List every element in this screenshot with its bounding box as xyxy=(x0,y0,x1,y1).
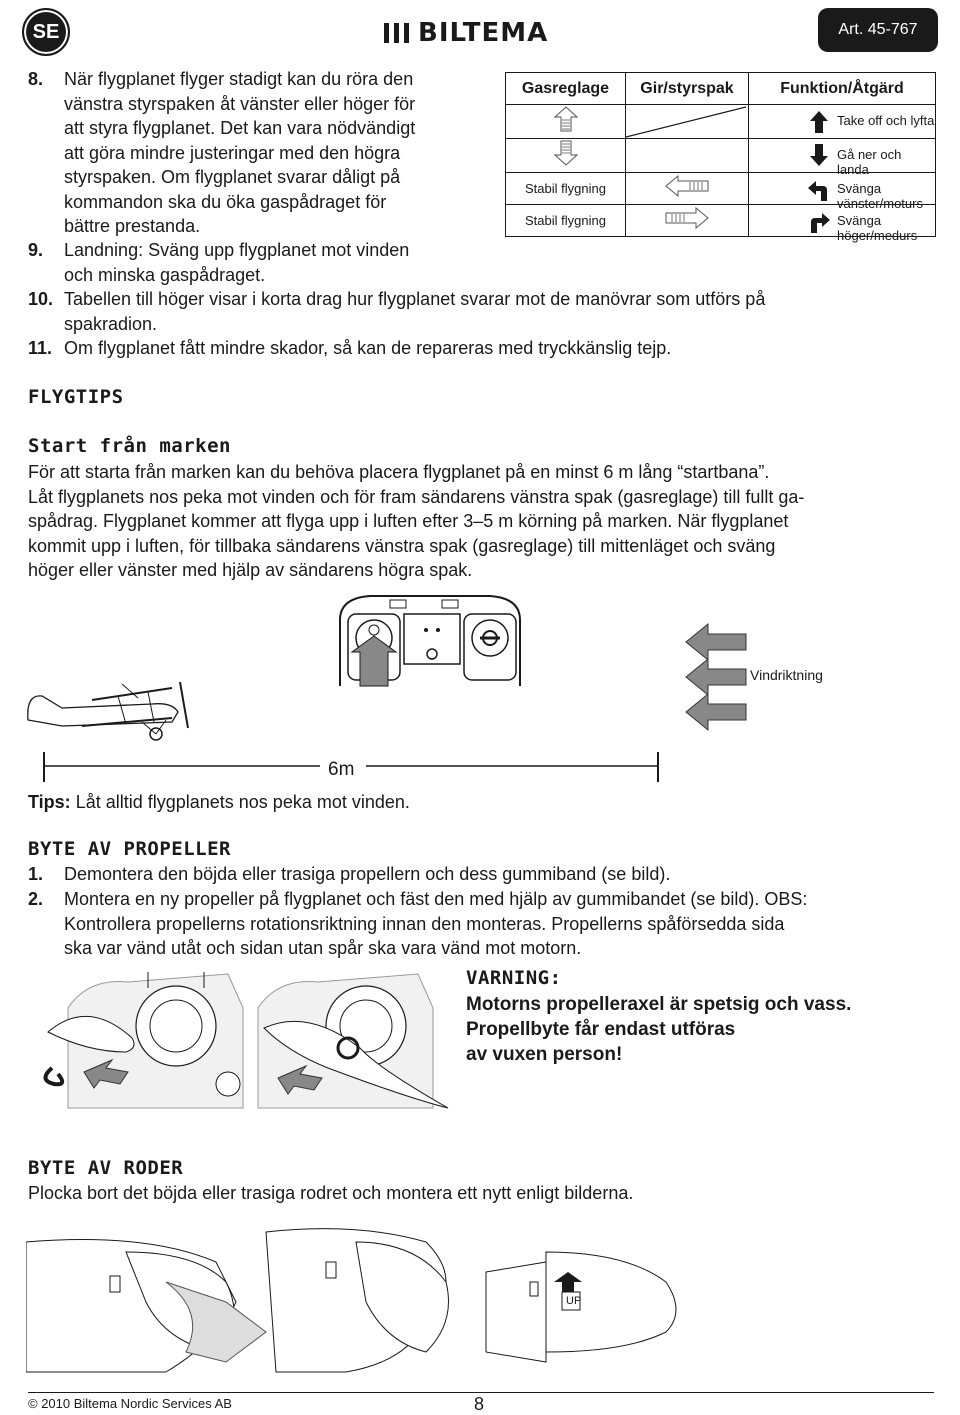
warning-line: av vuxen person! xyxy=(466,1044,623,1065)
step-text xyxy=(64,287,765,336)
checker-flag-icon xyxy=(384,23,412,43)
paragraph-line: spådrag. Flygplanet kommer att flyga upp i luften efter 3–5 m körning på marken. När flygplanet xyxy=(28,511,789,531)
propeller-illustration xyxy=(28,968,458,1120)
step-10 xyxy=(28,287,928,337)
article-number: Art. 45-767 xyxy=(838,21,918,38)
column-header: Gir/styrspak xyxy=(626,73,749,105)
step-line: Tabellen till höger visar i korta drag hur flygplanet svarar mot de manövrar som utförs på xyxy=(64,289,766,309)
tips-line xyxy=(28,790,410,815)
warning-line: Motorns propelleraxel är spetsig och vass. xyxy=(466,994,852,1015)
paragraph-line: kommit upp i luften, för tillbaka sändarens vänstra spak (gasreglage) till mittenläget och sväng xyxy=(28,535,776,556)
step-number: 10. xyxy=(28,289,54,309)
column-header: Gasreglage xyxy=(506,73,626,105)
step-number: 2. xyxy=(28,889,44,909)
article-number-badge xyxy=(818,8,938,52)
step-line: bättre prestanda. xyxy=(64,216,201,236)
step-text xyxy=(64,238,409,287)
step-line: och minska gaspådraget. xyxy=(64,264,266,285)
step-text xyxy=(64,862,670,887)
paragraph-line: höger eller vänster med hjälp av sändarens högra spak. xyxy=(28,560,473,580)
wind-arrows-icon xyxy=(684,622,748,732)
step-8 xyxy=(28,67,488,242)
function-label: Take off och lyfta xyxy=(837,113,935,128)
step-number: 9. xyxy=(28,240,44,260)
rudder-illustration xyxy=(26,1222,940,1382)
step-line: ska var vänd utåt och sidan utan spår ska vara vänd mot motorn. xyxy=(64,938,582,958)
step-line: kommandon ska du öka gaspådraget för xyxy=(64,191,387,212)
step-line: Montera en ny propeller på flygplanet och fäst den med hjälp av gummibandet (se bild). OBS: xyxy=(64,889,808,909)
step-text xyxy=(64,887,807,961)
table-row xyxy=(506,205,936,237)
warning-title: VARNING: xyxy=(466,967,562,989)
yaw-right-icon xyxy=(664,207,710,229)
section-heading-rudder: BYTE AV RODER xyxy=(28,1157,184,1179)
step-text xyxy=(64,336,671,361)
function-cell xyxy=(749,139,936,177)
step-line: Kontrollera propellerns rotationsriktning innan den monteras. Propellerns spåförsedda sida xyxy=(64,913,785,934)
yaw-cell xyxy=(626,205,749,237)
turn-left-icon xyxy=(807,178,831,202)
yaw-left-icon xyxy=(664,175,710,197)
yaw-cell xyxy=(626,139,749,173)
step-number: 1. xyxy=(28,864,44,884)
paragraph-line: Låt flygplanets nos peka mot vinden och för fram sändarens vänstra spak (gasreglage) till fullt ga- xyxy=(28,486,805,507)
language-code: SE xyxy=(32,20,60,43)
flygtips-paragraph xyxy=(28,460,938,583)
warning-line: Propellbyte får endast utföras xyxy=(466,1019,736,1040)
table-row xyxy=(506,139,936,173)
step-line: spakradion. xyxy=(64,313,158,334)
function-label: Gå ner och landa xyxy=(837,147,902,177)
step-line: Demontera den böjda eller trasiga propellern och dess gummiband (se bild). xyxy=(64,864,671,884)
step-line: Landning: Sväng upp flygplanet mot vinden xyxy=(64,240,410,260)
subheading-start: Start från marken xyxy=(28,435,231,457)
yaw-cell xyxy=(626,173,749,205)
step-number: 8. xyxy=(28,69,44,89)
step-11 xyxy=(28,336,928,362)
footer-rule xyxy=(28,1392,934,1393)
tips-text: Låt alltid flygplanets nos peka mot vinden. xyxy=(75,792,410,812)
step-line: styrspaken. Om flygplanet svarar dåligt på xyxy=(64,167,401,187)
tips-label: Tips: xyxy=(28,792,71,812)
rudder-paragraph: Plocka bort det böjda eller trasiga rodret och montera ett nytt enligt bilderna. xyxy=(28,1183,634,1203)
step-line: Om flygplanet fått mindre skador, så kan de repareras med tryckkänslig tejp. xyxy=(64,338,672,358)
column-header: Funktion/Åtgärd xyxy=(749,73,936,105)
throttle-down-icon xyxy=(551,139,581,167)
step-line: vänstra styrspaken åt vänster eller höger för xyxy=(64,93,416,114)
step-line: När flygplanet flyger stadigt kan du röra den xyxy=(64,69,414,89)
paragraph-line: För att starta från marken kan du behöva placera flygplanet på en minst 6 m lång “startbana”. xyxy=(28,462,770,482)
biplane-illustration xyxy=(22,668,192,742)
propeller-step-1 xyxy=(28,862,938,888)
step-number: 11. xyxy=(28,338,53,358)
throttle-up-icon xyxy=(551,105,581,133)
warning-text xyxy=(466,992,926,1067)
function-cell xyxy=(749,205,936,243)
language-badge xyxy=(22,8,70,56)
function-cell xyxy=(749,173,936,211)
section-heading-propeller: BYTE AV PROPELLER xyxy=(28,838,231,860)
brand-logo xyxy=(384,18,548,48)
distance-label: 6m xyxy=(328,759,355,780)
up-label: UP xyxy=(566,1295,582,1307)
throttle-cell: Stabil flygning xyxy=(506,205,626,237)
brand-name: BILTEMA xyxy=(418,18,549,48)
throttle-cell xyxy=(506,105,626,139)
arrow-up-icon xyxy=(809,110,829,134)
propeller-step-2 xyxy=(28,887,938,962)
section-heading-flygtips: FLYGTIPS xyxy=(28,386,124,408)
transmitter-illustration xyxy=(330,590,530,690)
page-number: 8 xyxy=(474,1394,485,1414)
yaw-cell xyxy=(626,105,749,139)
table-row xyxy=(506,105,936,139)
control-table xyxy=(505,72,936,243)
function-cell xyxy=(749,105,936,139)
arrow-down-icon xyxy=(809,143,829,167)
step-line: att styra flygplanet. Det kan vara nödvändigt xyxy=(64,118,416,138)
step-9 xyxy=(28,238,488,288)
function-label: Svänga vänster/moturs xyxy=(837,181,923,211)
throttle-cell xyxy=(506,139,626,173)
function-label: Svänga höger/medurs xyxy=(837,213,918,243)
step-line: att göra mindre justeringar med den högra xyxy=(64,142,401,163)
throttle-cell: Stabil flygning xyxy=(506,173,626,205)
table-header-row xyxy=(506,73,936,105)
table-row xyxy=(506,173,936,205)
copyright: © 2010 Biltema Nordic Services AB xyxy=(28,1396,232,1411)
diagonal-line xyxy=(626,106,746,138)
turn-right-icon xyxy=(807,210,831,234)
wind-direction-label: Vindriktning xyxy=(750,667,823,683)
step-text xyxy=(64,67,415,239)
